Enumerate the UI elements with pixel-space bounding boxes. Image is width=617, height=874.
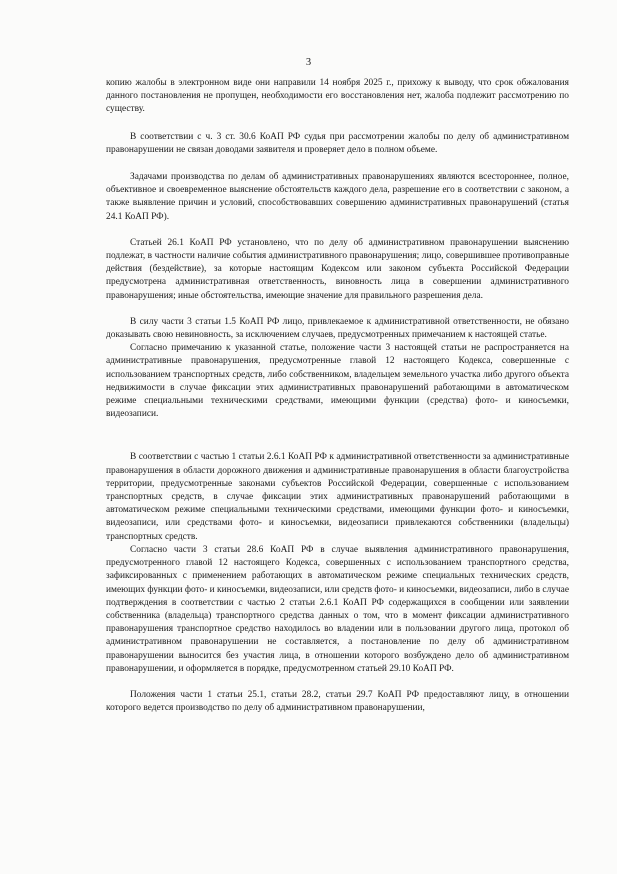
- paragraph-1: копию жалобы в электронном виде они направили 14 ноября 2025 г., прихожу к выводу, что срок обжалования данного постановления не пропущен, необходимости его восстановления нет, жалоба подлежит рассмотрению по существу.: [106, 78, 569, 115]
- paragraph-9: Положения части 1 статьи 25.1, статьи 28.2, статьи 29.7 КоАП РФ предоставляют лицу, в отношении которого ведется производство по делу об административном правонарушении,: [106, 689, 569, 714]
- page-number: 3: [305, 57, 312, 68]
- paragraph-3: Задачами производства по делам об административных правонарушениях являются всестороннее, полное, объективное и своевременное выяснение обстоятельств каждого дела, разрешение его в соответствии с законом, а также выявление причин и условий, способствовавших совершению административных правонарушений (статья 24.1 КоАП РФ).: [106, 172, 569, 222]
- paragraph-7: В соответствии с частью 1 статьи 2.6.1 КоАП РФ к административной ответственности за административные правонарушения в области дорожного движения и административные правонарушения в области благоустройства территории, предусмотренные законами субъектов Российской Федерации, совершенные с использованием транспортных средств, в случае фиксации этих административных правонарушений работающими в автоматическом режиме специальными техническими средствами, имеющими функции фото- и киносъемки, видеозаписи, или средствами фото- и киносъемки, видеозаписи привлекаются собственники (владельцы) транспортных средств.: [106, 452, 569, 542]
- paragraph-2: В соответствии с ч. 3 ст. 30.6 КоАП РФ судья при рассмотрении жалобы по делу об административном правонарушении не связан доводами заявителя и проверяет дело в полном объеме.: [106, 131, 569, 155]
- paragraph-4: Статьей 26.1 КоАП РФ установлено, что по делу об административном правонарушении выяснению подлежат, в частности наличие события административного правонарушения; лицо, совершившее противоправные действия (бездействие), за которые настоящим Кодексом или законом субъекта Российской Федерации предусмотрена административная ответственность, виновность лица в совершении административного правонарушения; иные обстоятельства, имеющие значение для правильного разрешения дела.: [106, 237, 569, 301]
- paragraph-8: Согласно части 3 статьи 28.6 КоАП РФ в случае выявления административного правонарушения, предусмотренного главой 12 настоящего Кодекса, совершенных с использованием транспортного средства, зафиксированных с применением работающих в автоматическом режиме специальных технических средств, имеющих функции фото- и киносъемки, видеозаписи, или средств фото- и киносъемки, видеозаписи, либо в случае подтверждения в соответствии с частью 2 статьи 2.6.1 КоАП РФ содержащихся в сообщении или заявлении собственника (владельца) транспортного средства данных о том, что в момент фиксации административного правонарушения транспортное средство находилось во владении или в пользовании другого лица, протокол об административном правонарушении не составляется, а постановление по делу об административном правонарушении выносится без участия лица, в отношении которого возбуждено дело об административном правонарушении, и оформляется в порядке, предусмотренном статьей 29.10 КоАП РФ.: [106, 544, 569, 674]
- paragraph-6: Согласно примечанию к указанной статье, положение части 3 настоящей статьи не распространяется на административные правонарушения, предусмотренные главой 12 настоящего Кодекса, совершенные с использованием транспортных средств, либо собственником, владельцем земельного участка либо другого объекта недвижимости в случае фиксации этих административных правонарушений работающими в автоматическом режиме специальными техническими средствами, имеющими функции (средства) фото- и киносъемки, видеозаписи.: [106, 343, 569, 420]
- paragraph-5: В силу части 3 статьи 1.5 КоАП РФ лицо, привлекаемое к административной ответственности, не обязано доказывать свою невиновность, за исключением случаев, предусмотренных примечанием к настоящей статье.: [106, 316, 569, 341]
- document-body: [106, 77, 569, 715]
